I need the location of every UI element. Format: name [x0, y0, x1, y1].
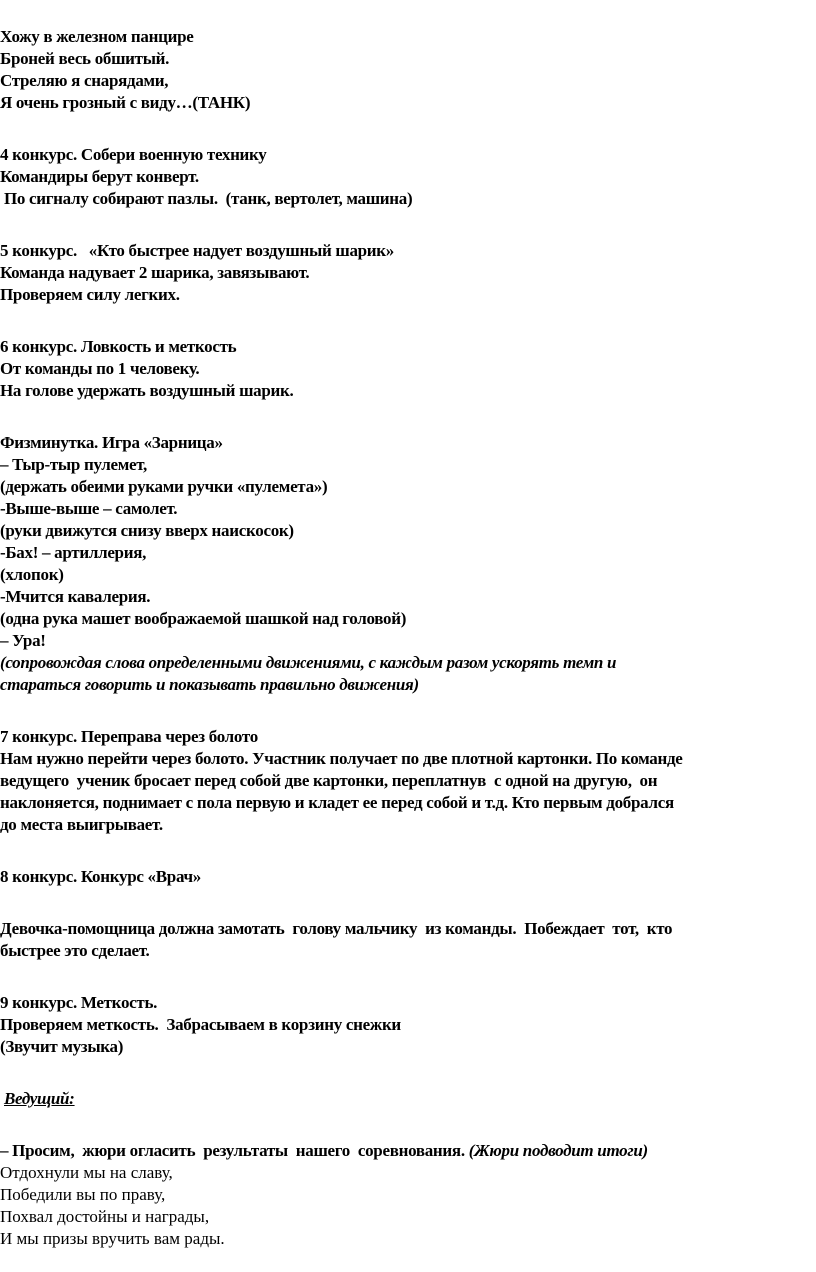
- game-line: -Выше-выше – самолет.: [0, 499, 178, 518]
- contest-text: От команды по 1 человеку.: [0, 359, 200, 378]
- contest-heading: 5 конкурс. «Кто быстрее надует воздушный шарик»: [0, 241, 394, 260]
- contest-text: Проверяем силу легких.: [0, 285, 180, 304]
- game-line: – Тыр-тыр пулемет,: [0, 455, 147, 474]
- contest-heading: 7 конкурс. Переправа через болото: [0, 727, 258, 746]
- game-line: (хлопок): [0, 565, 64, 584]
- final-poem-line: Похвал достойны и награды,: [0, 1207, 210, 1226]
- contest-text: Девочка-помощница должна замотать голову мальчику из команды. Побеждает тот, кто: [0, 919, 673, 938]
- contest-heading: 8 конкурс. Конкурс «Врач»: [0, 867, 201, 886]
- contest-text: (Звучит музыка): [0, 1037, 124, 1056]
- game-line: (одна рука машет воображаемой шашкой над головой): [0, 609, 407, 628]
- game-line: -Бах! – артиллерия,: [0, 543, 147, 562]
- poem-line: Хожу в железном панцире: [0, 27, 194, 46]
- final-poem-line: И мы призы вручить вам рады.: [0, 1229, 225, 1248]
- host-label: [4, 1088, 75, 1110]
- game-line: – Ура!: [0, 631, 46, 650]
- contest-text: Командиры берут конверт.: [0, 167, 199, 186]
- contest-text: Проверяем меткость. Забрасываем в корзину снежки: [0, 1015, 401, 1034]
- game-line: -Мчится кавалерия.: [0, 587, 151, 606]
- contest-text: На голове удержать воздушный шарик.: [0, 381, 294, 400]
- final-poem-line: Победили вы по праву,: [0, 1185, 166, 1204]
- game-note: стараться говорить и показывать правильно движения): [0, 675, 419, 694]
- final-poem-line: Отдохнули мы на славу,: [0, 1163, 173, 1182]
- game-note: (сопровождая слова определенными движениями, с каждым разом ускорять темп и: [0, 653, 617, 672]
- host-remark: (Жюри подводит итоги): [464, 1141, 648, 1160]
- game-line: (держать обеими руками ручки «пулемета»): [0, 477, 328, 496]
- contest-text: ведущего ученик бросает перед собой две картонки, переплатнув с одной на другую, он: [0, 771, 658, 790]
- contest-text: Команда надувает 2 шарика, завязывают.: [0, 263, 310, 282]
- contest-text: Нам нужно перейти через болото. Участник получает по две плотной картонки. По команде: [0, 749, 683, 768]
- section-heading: Физминутка. Игра «Зарница»: [0, 433, 223, 452]
- host-speech: – Просим, жюри огласить результаты нашего соревнования.: [0, 1141, 465, 1160]
- contest-heading: 4 конкурс. Собери военную технику: [0, 145, 267, 164]
- game-line: (руки движутся снизу вверх наискосок): [0, 521, 294, 540]
- contest-text: наклоняется, поднимает с пола первую и кладет ее перед собой и т.д. Кто первым добрался: [0, 793, 674, 812]
- poem-line: Стреляю я снарядами,: [0, 71, 169, 90]
- contest-text: быстрее это сделает.: [0, 941, 150, 960]
- host-label-text: Ведущий:: [4, 1089, 75, 1108]
- poem-line: Броней весь обшитый.: [0, 49, 170, 68]
- contest-text: до места выигрывает.: [0, 815, 163, 834]
- host-line: [0, 1140, 816, 1162]
- contest-heading: 9 конкурс. Меткость.: [0, 993, 158, 1012]
- contest-text: По сигналу собирают пазлы. (танк, вертолет, машина): [0, 189, 413, 208]
- contest-heading: 6 конкурс. Ловкость и меткость: [0, 337, 237, 356]
- poem-line: Я очень грозный с виду…(ТАНК): [0, 93, 251, 112]
